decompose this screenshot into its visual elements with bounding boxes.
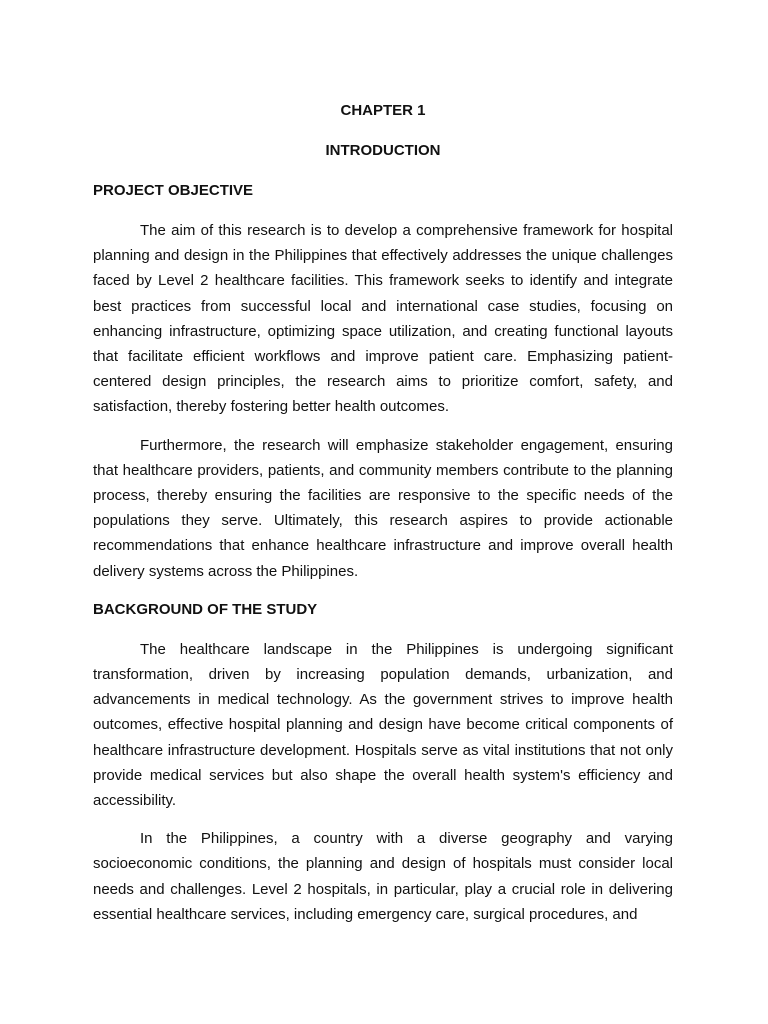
paragraph-objective-1: The aim of this research is to develop a comprehensive framework for hospital planning and design in the Philippines that effectively addresses the unique challenges faced by Level 2 healthcare facilities. This framework seeks to identify and integrate best practices from successful local and international case studies, focusing on enhancing infrastructure, optimizing space utilization, and creating functional layouts that facilitate efficient workflows and improve patient care. Emphasizing patient-centered design principles, the research aims to prioritize comfort, safety, and satisfaction, thereby fostering better health outcomes. — [93, 222, 673, 416]
chapter-heading: CHAPTER 1 — [340, 102, 426, 119]
paragraph-background-1: The healthcare landscape in the Philippines is undergoing significant transformation, driven by increasing population demands, urbanization, and advancements in medical technology. As the government strives to improve health outcomes, effective hospital planning and design have become critical components of healthcare infrastructure development. Hospitals serve as vital institutions that not only provide medical services but also shape the overall health system's efficiency and accessibility. — [93, 640, 673, 810]
section-heading-background: BACKGROUND OF THE STUDY — [93, 600, 318, 618]
paragraph-background-2: In the Philippines, a country with a diverse geography and varying socioeconomic conditions, the planning and design of hospitals must consider local needs and challenges. Level 2 hospitals, in particular, play a crucial role in delivering essential healthcare services, including emergency care, surgical procedures, and — [93, 830, 673, 923]
paragraph-objective-2: Furthermore, the research will emphasize stakeholder engagement, ensuring that healthcare providers, patients, and community members contribute to the planning process, thereby ensuring the facilities are responsive to the specific needs of the populations they serve. Ultimately, this research aspires to provide actionable recommendations that enhance healthcare infrastructure and improve overall health delivery systems across the Philippines. — [93, 436, 673, 580]
document-page — [93, 98, 673, 940]
section-heading-project-objective: PROJECT OBJECTIVE — [93, 182, 254, 199]
introduction-heading: INTRODUCTION — [325, 142, 441, 159]
